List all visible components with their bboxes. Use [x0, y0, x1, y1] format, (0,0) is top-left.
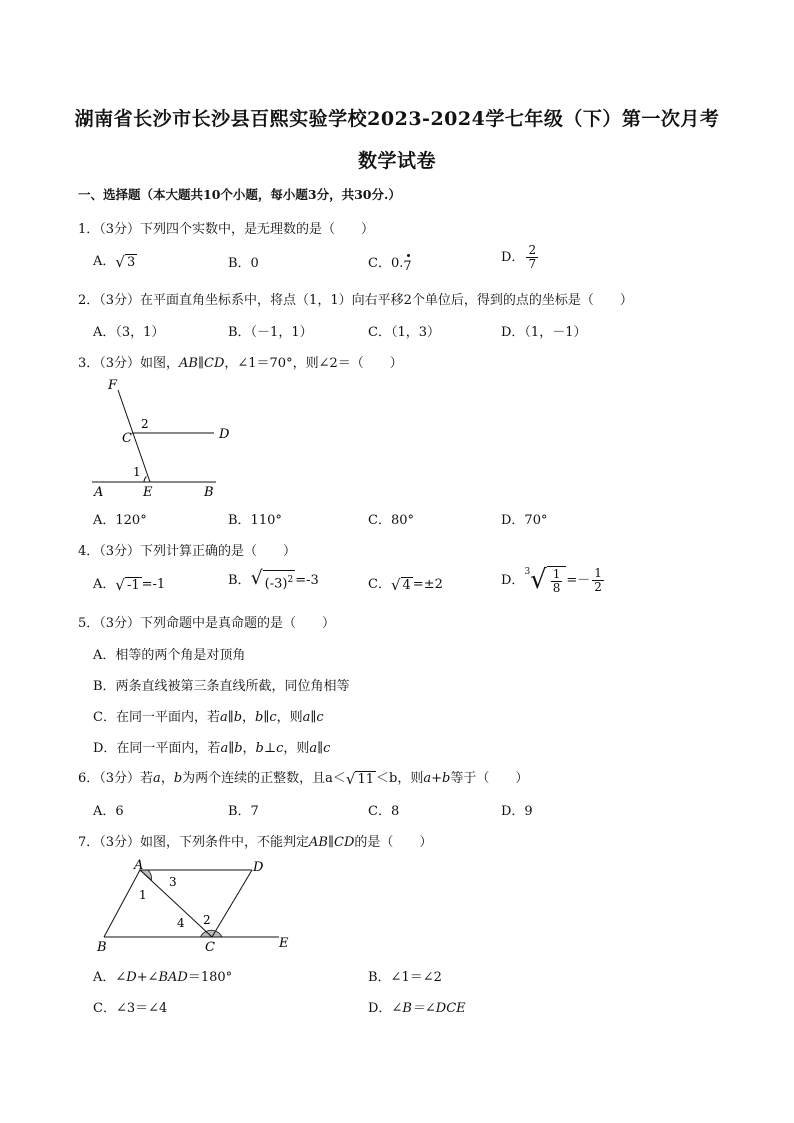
fig7-label-D: D [253, 860, 264, 875]
q4-option-c: C． √ 4 =±2 [368, 575, 443, 594]
fig3-label-A: A [94, 485, 104, 500]
q3-option-d: D．70° [501, 513, 548, 528]
q1-option-c: C．0.7 [368, 256, 412, 274]
q4-option-b: B． √ $(-3)^2$ =-3 [228, 566, 319, 592]
q5-stem: 5．（3分）下列命题中是真命题的是（ ） [78, 616, 336, 631]
fig7-label-A: A [134, 858, 144, 873]
repeating-digit: 7 [403, 259, 412, 274]
fig7-label-B: B [97, 940, 107, 955]
q6-option-a: A．6 [93, 804, 124, 819]
paper-title-line1: 湖南省长沙市长沙县百熙实验学校2023-2024学七年级（下）第一次月考 [74, 108, 720, 130]
q6-stem: 6．（3分）若a，b为两个连续的正整数，且a＜ √ 11 ＜b，则a+b等于（ ） [78, 769, 529, 788]
q4-stem: 4．（3分）下列计算正确的是（ ） [78, 544, 297, 559]
fig3-label-E: E [143, 485, 153, 500]
q3-option-a: A．120° [93, 513, 147, 528]
q6-option-c: C．8 [368, 804, 400, 819]
fig3-label-2: 2 [141, 417, 149, 431]
q2-stem: 2．（3分）在平面直角坐标系中，将点（1，1）向右平移2个单位后，得到的点的坐标是（ ） [78, 293, 633, 308]
q7-figure [94, 855, 299, 955]
q5-option-d: D．在同一平面内，若a∥b，b⊥c，则a∥c [93, 741, 331, 756]
fig7-label-E: E [279, 936, 289, 951]
q2-option-b: B．（－1，1） [228, 325, 313, 340]
q6-option-d: D．9 [501, 804, 533, 819]
q5-option-a: A．相等的两个角是对顶角 [93, 648, 246, 663]
q7-option-c: C．∠3＝∠4 [93, 1001, 168, 1016]
q3-option-c: C．80° [368, 513, 414, 528]
q1-stem: 1．（3分）下列四个实数中，是无理数的是（ ） [78, 222, 375, 237]
fig3-label-D: D [219, 427, 230, 442]
q7-option-a: A．∠D+∠BAD＝180° [93, 970, 233, 985]
fig3-label-B: B [204, 485, 214, 500]
q1-option-b: B．0 [228, 256, 259, 271]
q7-option-d: D．∠B＝∠DCE [368, 1001, 466, 1016]
q4-option-a: A． √ -1 =-1 [93, 575, 166, 594]
fig3-label-F: F [108, 378, 118, 393]
fig7-label-C: C [205, 940, 215, 955]
q2-option-a: A．（3，1） [93, 325, 165, 340]
q1-option-a: A． √ 3 [93, 252, 136, 271]
q7-stem: 7．（3分）如图，下列条件中，不能判定AB∥CD的是（ ） [78, 835, 433, 850]
q7-option-b: B．∠1＝∠2 [368, 970, 442, 985]
fig7-label-1: 1 [139, 888, 147, 902]
fig3-label-1: 1 [133, 465, 141, 479]
q2-option-c: C．（1，3） [368, 325, 440, 340]
q5-option-b: B．两条直线被第三条直线所截，同位角相等 [93, 679, 350, 694]
q3-figure [88, 375, 228, 500]
q6-option-b: B．7 [228, 804, 259, 819]
q1-option-d: D． $\frac{2}{7}$ [501, 243, 537, 271]
q5-option-c: C．在同一平面内，若a∥b，b∥c，则a∥c [93, 710, 324, 725]
q2-option-d: D．（1，－1） [501, 325, 587, 340]
section-heading: 一、选择题（本大题共10个小题，每小题3分，共30分.） [78, 187, 401, 202]
fig7-label-4: 4 [177, 916, 185, 930]
fig7-label-3: 3 [169, 875, 177, 889]
q3-option-b: B．110° [228, 513, 282, 528]
q3-stem: 3．（3分）如图，AB∥CD，∠1＝70°，则∠2＝（ ） [78, 356, 403, 371]
fig7-label-2: 2 [203, 913, 211, 927]
paper-title-line2: 数学试卷 [357, 150, 436, 172]
q4-option-d: D．$^3$ √ $\frac{1}{8}$ =－ $\frac{1}{2}$ [501, 565, 602, 595]
fig3-label-C: C [122, 431, 132, 446]
